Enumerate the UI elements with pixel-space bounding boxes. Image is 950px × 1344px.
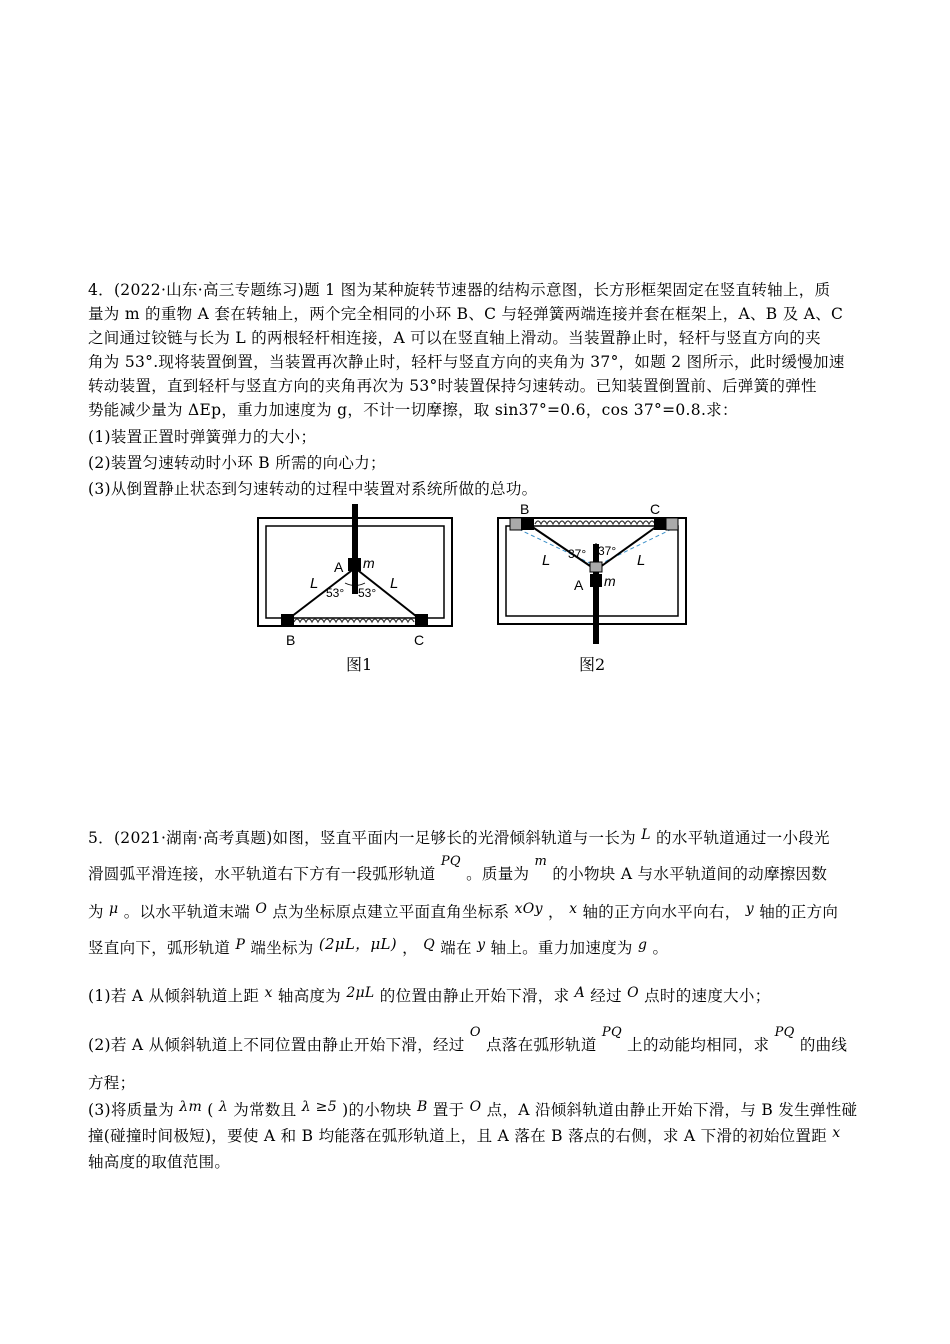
math-lambda-ge-5: λ ≥5 xyxy=(301,1099,337,1115)
q4-line-4: 角为 53°.现将装置倒置，当装置再次静止时，轻杆与竖直方向的夹角为 37°，如题 2 图所示，此时缓慢加速 xyxy=(88,353,845,371)
angle-label-right: 53° xyxy=(358,586,377,600)
math-x: x xyxy=(264,985,273,1001)
q5-line-2 xyxy=(88,854,868,884)
q5-line-1 xyxy=(88,826,868,848)
q5-l2-text-c: 的小物块 A 与水平轨道间的动摩擦因数 xyxy=(552,865,828,883)
math-mu: μ xyxy=(109,901,119,917)
q4-line-1: 4．(2022·山东·高三专题练习)题 1 图为某种旋转节速器的结构示意图，长方形框架固定在竖直转轴上，质 xyxy=(88,281,831,299)
q5-l1-text: 5．(2021·湖南·高考真题)如图，竖直平面内一足够长的光滑倾斜轨道与一长为 xyxy=(88,829,636,847)
q5-s2-text-d: 的曲线 xyxy=(799,1036,848,1054)
q5-l4-text-d: 端在 xyxy=(440,939,472,957)
spring xyxy=(294,619,414,622)
math-lambda: λ xyxy=(218,1099,229,1115)
q5-l4-text: 竖直向下，弧形轨道 xyxy=(88,939,231,957)
ring-B-shadow xyxy=(510,518,522,530)
figure-2-caption: 图2 xyxy=(579,655,606,674)
q5-sub-1 xyxy=(88,984,868,1006)
q5-l1-text-b: 的水平轨道通过一小段光 xyxy=(656,829,830,847)
math-xOy: xOy xyxy=(514,901,543,917)
math-O: O xyxy=(469,1099,482,1115)
rod-left xyxy=(287,568,355,620)
q4-sub-1: (1)装置正置时弹簧弹力的大小； xyxy=(88,428,317,446)
vertical-shaft xyxy=(352,504,358,594)
math-O: O xyxy=(469,1025,481,1040)
q5-s3-text-b: ( xyxy=(207,1101,214,1119)
q5-l2-text: 滑圆弧平滑连接，水平轨道右下方有一段弧形轨道 xyxy=(88,865,436,883)
math-B: B xyxy=(416,1099,428,1115)
q5-s2-text-b: 点落在弧形轨道 xyxy=(486,1036,597,1054)
math-PQ-2: PQ xyxy=(774,1025,795,1040)
math-x: x xyxy=(832,1125,841,1141)
math-2muL: 2μL xyxy=(346,985,375,1001)
q5-s3-text-e: 置于 xyxy=(432,1101,465,1119)
q5-l2-text-b: 。质量为 xyxy=(466,865,530,883)
ring-B xyxy=(521,517,534,530)
q5-sub-3-line-2 xyxy=(88,1124,868,1146)
q5-l4-text-e: 轴上。重力加速度为 xyxy=(490,939,633,957)
q5-s1-text-d: 经过 xyxy=(590,987,622,1005)
math-Q: Q xyxy=(423,937,435,953)
q5-s1-text-e: 点时的速度大小； xyxy=(644,987,771,1005)
math-m: m xyxy=(534,854,548,869)
q5-sub-2-cont: 方程； xyxy=(88,1074,136,1092)
q5-l4-text-b: 端坐标为 xyxy=(250,939,314,957)
q5-l4-text-f: 。 xyxy=(652,939,669,957)
label-C: C xyxy=(650,501,661,517)
q4-sub-3: (3)从倒置静止状态到匀速转动的过程中装置对系统所做的总功。 xyxy=(88,480,538,498)
math-P-coord: (2μL，μL) xyxy=(318,935,397,953)
angle-label-right: 37° xyxy=(598,544,617,558)
q5-s2-text: (2)若 A 从倾斜轨道上不同位置由静止开始下滑，经过 xyxy=(88,1036,465,1054)
q4-line-3: 之间通过铰链与长为 L 的两根轻杆相连接，A 可以在竖直轴上滑动。当装置静止时，轻杆与竖直方向的夹 xyxy=(88,329,821,347)
q5-s1-text-c: 的位置由静止开始下滑，求 xyxy=(379,987,570,1005)
q5-l3-text: 为 xyxy=(88,903,104,921)
math-x: x xyxy=(569,901,578,917)
vertical-shaft xyxy=(593,544,599,644)
q5-s3-text-f: 点，A 沿倾斜轨道由静止开始下滑，与 B 发生弹性碰 xyxy=(486,1101,858,1119)
q5-sub-2 xyxy=(88,1025,868,1055)
weight-A xyxy=(348,558,361,571)
q5-l3-text-e: 轴的正方向水平向右， xyxy=(582,903,741,921)
math-P: P xyxy=(235,937,246,953)
angle-label-left: 37° xyxy=(568,547,587,561)
q5-l3-text-b: 。以水平轨道末端 xyxy=(123,903,251,921)
math-y: y xyxy=(745,901,754,917)
q5-line-4 xyxy=(88,936,868,958)
weight-A-shadow xyxy=(590,562,602,572)
q5-l3-text-d: ， xyxy=(548,903,564,921)
q4-line-5: 转动装置，直到轻杆与竖直方向的夹角再次为 53°时装置保持匀速转动。已知装置倒置前、后弹簧的弹性 xyxy=(88,377,817,395)
label-L-left: L xyxy=(310,575,319,592)
math-g: g xyxy=(637,937,648,953)
q5-s3-text-d: )的小物块 xyxy=(342,1101,412,1119)
q5-l3-text-f: 轴的正方向 xyxy=(759,903,839,921)
label-A: A xyxy=(574,577,584,593)
q4-line-6: 势能减少量为 ΔEp，重力加速度为 g，不计一切摩擦，取 sin37°=0.6，cos 37°=0.8.求： xyxy=(88,401,738,419)
q5-s3-text-g: 撞(碰撞时间极短)，要使 A 和 B 均能落在弧形轨道上，且 A 落在 B 落点的右侧，求 A 下滑的初始位置距 xyxy=(88,1127,828,1145)
math-L: L xyxy=(641,827,651,843)
q5-s1-text-b: 轴高度为 xyxy=(277,987,342,1005)
figure-2-diagram xyxy=(492,498,692,646)
spring xyxy=(535,521,655,524)
ring-C xyxy=(415,614,428,627)
figure-1-diagram xyxy=(250,500,460,650)
q5-l3-text-c: 点为坐标原点建立平面直角坐标系 xyxy=(272,903,510,921)
q5-line-3 xyxy=(88,900,868,922)
ring-C xyxy=(654,517,667,530)
math-PQ: PQ xyxy=(440,854,461,869)
label-L-right: L xyxy=(637,552,646,569)
q4-sub-2: (2)装置匀速转动时小环 B 所需的向心力； xyxy=(88,454,386,472)
q5-s3-text: (3)将质量为 xyxy=(88,1101,175,1119)
weight-A xyxy=(590,574,602,587)
math-A: A xyxy=(574,985,586,1001)
label-m: m xyxy=(604,573,616,589)
q5-s1-text: (1)若 A 从倾斜轨道上距 xyxy=(88,987,260,1005)
label-L-right: L xyxy=(390,575,399,592)
label-B: B xyxy=(520,501,530,517)
figure-1-caption: 图1 xyxy=(346,655,373,674)
math-O: O xyxy=(627,985,639,1001)
math-PQ: PQ xyxy=(601,1025,622,1040)
label-C: C xyxy=(414,632,425,648)
label-B: B xyxy=(286,632,296,648)
ring-B xyxy=(281,614,294,627)
label-A: A xyxy=(334,559,344,575)
q5-s3-text-c: 为常数且 xyxy=(233,1101,297,1119)
q5-s2-text-c: 上的动能均相同，求 xyxy=(627,1036,770,1054)
label-m: m xyxy=(363,555,375,571)
math-y: y xyxy=(477,937,486,953)
q4-line-2: 量为 m 的重物 A 套在转轴上，两个完全相同的小环 B、C 与轻弹簧两端连接并套在框架上，A、B 及 A、C xyxy=(88,305,844,323)
math-O: O xyxy=(255,901,268,917)
ring-C-shadow xyxy=(666,518,678,530)
math-lambda-m: λm xyxy=(179,1099,203,1115)
q5-sub-3-line-3: 轴高度的取值范围。 xyxy=(88,1153,231,1171)
label-L-left: L xyxy=(542,552,551,569)
q5-l4-text-c: ， xyxy=(402,939,418,957)
angle-label-left: 53° xyxy=(326,586,345,600)
q5-sub-3 xyxy=(88,1098,868,1120)
